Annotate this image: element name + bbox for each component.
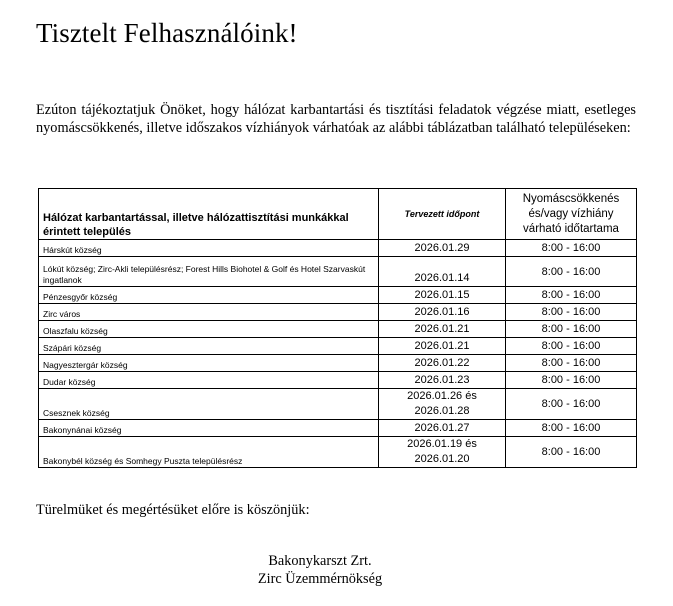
time-cell: 8:00 - 16:00 [506, 372, 637, 389]
time-cell: 8:00 - 16:00 [506, 304, 637, 321]
date-cell: 2026.01.19 és 2026.01.20 [379, 437, 506, 468]
table-row [39, 338, 637, 355]
company-name: Bakonykarszt Zrt. [268, 553, 372, 569]
time-cell: 8:00 - 16:00 [506, 321, 637, 338]
date-cell: 2026.01.15 [379, 287, 506, 304]
signature-block [0, 552, 640, 588]
intro-paragraph: Ezúton tájékoztatjuk Önöket, hogy hálózat karbantartási és tisztítási feladatok végzése miatt, esetleges nyomáscsökkenés, illetve időszakos vízhiányok várhatóak az alábbi táblázatban található településeken: [36, 102, 636, 136]
table-row [39, 321, 637, 338]
table-row [39, 240, 637, 257]
header-planned-date: Tervezett időpont [379, 189, 506, 240]
table-row [39, 287, 637, 304]
table-row [39, 304, 637, 321]
time-cell: 8:00 - 16:00 [506, 355, 637, 372]
closing-text: Türelmüket és megértésüket előre is köszönjük: [36, 502, 310, 518]
settlement-cell: Csesznek község [39, 389, 379, 420]
schedule-table [38, 188, 637, 468]
settlement-cell: Lókút község; Zirc-Akli településrész; Forest Hills Biohotel & Golf és Hotel Szarvaskút ingatlanok [39, 257, 379, 287]
table-row [39, 355, 637, 372]
time-cell: 8:00 - 16:00 [506, 389, 637, 420]
date-cell: 2026.01.21 [379, 338, 506, 355]
date-cell: 2026.01.21 [379, 321, 506, 338]
time-cell: 8:00 - 16:00 [506, 257, 637, 287]
time-cell: 8:00 - 16:00 [506, 338, 637, 355]
settlement-cell: Szápári község [39, 338, 379, 355]
date-cell: 2026.01.26 és 2026.01.28 [379, 389, 506, 420]
settlement-cell: Bakonynánai község [39, 420, 379, 437]
page-title: Tisztelt Felhasználóink! [36, 18, 298, 48]
table-row [39, 437, 637, 468]
date-cell: 2026.01.14 [379, 257, 506, 287]
department-name: Zirc Üzemmérnökség [257, 571, 383, 587]
table-row [39, 257, 637, 287]
date-cell: 2026.01.27 [379, 420, 506, 437]
table-row [39, 420, 637, 437]
date-cell: 2026.01.23 [379, 372, 506, 389]
settlement-cell: Bakonybél község és Somhegy Puszta településrész [39, 437, 379, 468]
settlement-cell: Dudar község [39, 372, 379, 389]
settlement-cell: Hárskút község [39, 240, 379, 257]
time-cell: 8:00 - 16:00 [506, 420, 637, 437]
date-cell: 2026.01.22 [379, 355, 506, 372]
settlement-cell: Pénzesgyőr község [39, 287, 379, 304]
time-cell: 8:00 - 16:00 [506, 287, 637, 304]
header-duration: Nyomáscsökkenés és/vagy vízhiány várható időtartama [506, 189, 637, 240]
settlement-cell: Nagyesztergár község [39, 355, 379, 372]
settlement-cell: Zirc város [39, 304, 379, 321]
table-header-row [39, 189, 637, 240]
settlement-cell: Olaszfalu község [39, 321, 379, 338]
table-row [39, 389, 637, 420]
date-cell: 2026.01.16 [379, 304, 506, 321]
table-row [39, 372, 637, 389]
time-cell: 8:00 - 16:00 [506, 240, 637, 257]
header-settlement: Hálózat karbantartással, illetve hálózattisztítási munkákkal érintett település [39, 189, 379, 240]
date-cell: 2026.01.29 [379, 240, 506, 257]
time-cell: 8:00 - 16:00 [506, 437, 637, 468]
